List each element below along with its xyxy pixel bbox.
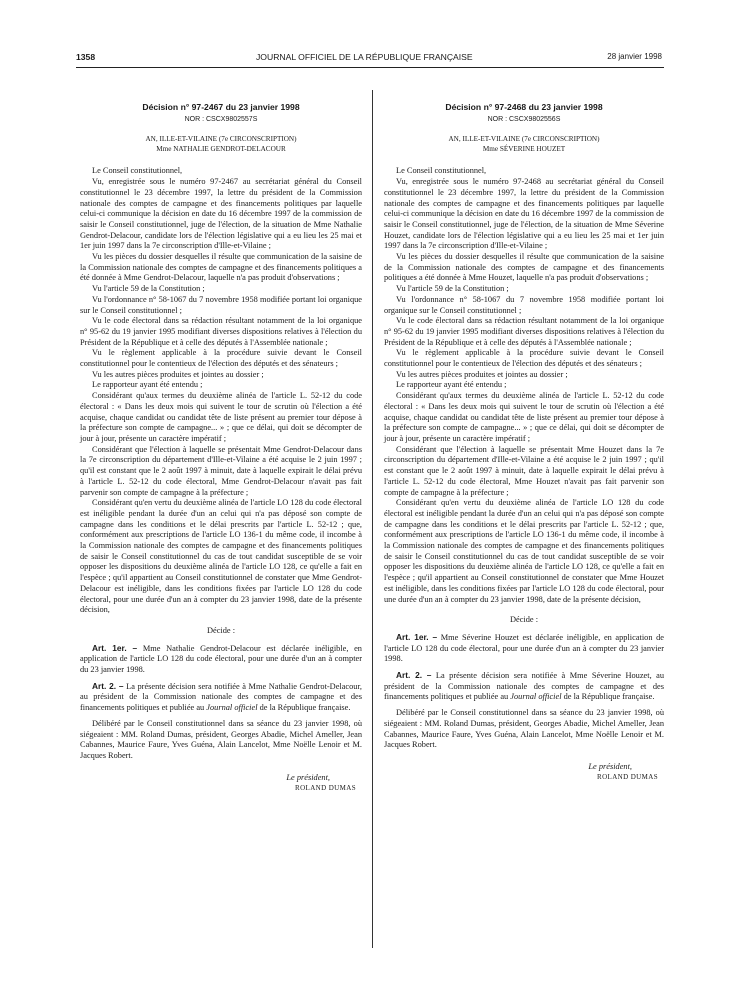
- paragraph: Considérant qu'en vertu du deuxième alinéa de l'article LO 128 du code électoral est inéligible pendant la durée d'un an celui qui n'a pas déposé son compte de campagne dans les conditions et le délai prescrits par l'article L. 52-12 ; que, conformément aux prescriptions de l'article LO 136-1 du même code, il incombe à la Commission nationale des comptes de campagne et des financements politiques de saisir le Conseil constitutionnel du cas de tout candidat susceptible de se voir opposer les dispositions du deuxième alinéa de l'article LO 128, ce qu'elle a fait en l'espèce ; qu'il appartient au Conseil constitutionnel de constater que Mme Houzet est inéligible, dans les conditions fixées par l'article LO 128 du code électoral, pour une durée d'un an à compter du 23 janvier 1998, date de la présente décision,: [384, 498, 664, 604]
- issue-date: 28 janvier 1998: [607, 52, 662, 61]
- nor-reference: NOR : CSCX9802556S: [487, 115, 561, 123]
- article-2-text: La présente décision sera notifiée à Mme Nathalie Gendrot-Delacour, au président de la Commission nationale des comptes de campagne et des financements politiques et publiée au: [80, 681, 362, 713]
- article-2-text: La présente décision sera notifiée à Mme Séverine Houzet, au président de la Commission nationale des comptes de campagne et des financements politiques et publiée au: [384, 671, 665, 702]
- article-2-text-end: de la République française.: [259, 703, 351, 713]
- decision-title: Décision n° 97-2467 du 23 janvier 1998: [142, 102, 300, 112]
- paragraph: Vu les pièces du dossier desquelles il résulte que communication de la saisine de la Commission nationale des comptes de campagne et des financements politiques a été donnée à Mme Houzet, laquelle n'a pas produit d'observations ;: [384, 252, 664, 283]
- deliberation: Délibéré par le Conseil constitutionnel dans sa séance du 23 janvier 1998, où siégeaient : MM. Roland Dumas, président, Georges Abadie, Michel Ameller, Jean Cabannes, Maurice Faure, Yves Guéna, Alain Lancelot, Mme Noëlle Lenoir et M. Jacques Robert.: [80, 718, 362, 760]
- decision-column-right: [384, 96, 664, 783]
- paragraph: Le rapporteur ayant été entendu ;: [92, 380, 203, 390]
- article-2-label: Art. 2. –: [396, 670, 432, 681]
- signature-title: Le président,: [588, 761, 632, 771]
- paragraph: Considérant qu'aux termes du deuxième alinéa de l'article L. 52-12 du code électoral : « Dans les deux mois qui suivent le tour de scrutin où l'élection a été acquise, chaque candidat ou candidat tête de liste présent au premier tour dépose à la préfecture son compte de campagne... » ; que ce délai, qui doit se décompter de jour à jour, présente un caractère impératif ;: [80, 391, 362, 443]
- article-1-label: Art. 1er. –: [396, 631, 438, 642]
- paragraph: Considérant qu'en vertu du deuxième alinéa de l'article LO 128 du code électoral est inéligible pendant la durée d'un an celui qui n'a pas déposé son compte de campagne dans les conditions et le délai prescrits par l'article L. 52-12 ; que, conformément aux prescriptions de l'article LO 136-1 du même code, il incombe à la Commission nationale des comptes de campagne et des financements politiques de saisir le Conseil constitutionnel du cas de tout candidat susceptible de se voir opposer les dispositions du deuxième alinéa de l'article LO 128, ce qu'elle a fait en l'espèce ; qu'il appartient au Conseil constitutionnel de constater que Mme Gendrot-Delacour est inéligible, dans les conditions fixées par l'article LO 128 du code électoral, pour une durée d'un an à compter du 23 janvier 1998, date de la présente décision,: [80, 498, 362, 615]
- article-1-label: Art. 1er. –: [92, 642, 138, 653]
- journal-title: JOURNAL OFFICIEL DE LA RÉPUBLIQUE FRANÇAISE: [256, 52, 473, 62]
- paragraph: Vu le code électoral dans sa rédaction résultant notamment de la loi organique n° 95-62 du 19 janvier 1995 modifiant diverses dispositions relatives à l'élection du Président de la République et à celle des députés à l'Assemblée nationale ;: [384, 316, 664, 347]
- constituency: AN, ILLE-ET-VILAINE (7e CIRCONSCRIPTION): [448, 135, 600, 144]
- decision-title: Décision n° 97-2468 du 23 janvier 1998: [445, 102, 603, 112]
- article-2: [384, 670, 664, 703]
- paragraph: Vu l'article 59 de la Constitution ;: [396, 284, 509, 294]
- journal-officiel-ref: Journal officiel: [206, 703, 258, 713]
- decision-column-left: [80, 96, 362, 794]
- paragraph: Vu l'article 59 de la Constitution ;: [92, 284, 205, 294]
- article-2-label: Art. 2. –: [92, 680, 124, 691]
- signature-name: ROLAND DUMAS: [295, 783, 356, 792]
- page-number: 1358: [76, 52, 96, 62]
- candidate-name: Mme NATHALIE GENDROT-DELACOUR: [156, 145, 286, 154]
- paragraph: Considérant qu'aux termes du deuxième alinéa de l'article L. 52-12 du code électoral : « Dans les deux mois qui suivent le tour de scrutin où l'élection a été acquise, chaque candidat ou candidat tête de liste présent au premier tour dépose à la préfecture son compte de campagne... » ; que ce délai, qui doit se décompter de jour à jour, présente un caractère impératif ;: [384, 391, 664, 443]
- paragraph: Vu les autres pièces produites et jointes au dossier ;: [396, 369, 568, 379]
- paragraph: Considérant que l'élection à laquelle se présentait Mme Gendrot-Delacour dans la 7e circonscription du département d'Ille-et-Vilaine a été acquise le 2 juin 1997 ; qu'il est constant que le 2 août 1997 à minuit, date à laquelle expirait le délai prévu à l'article L. 52-12 du code électoral, Mme Gendrot-Delacour n'avait pas fait parvenir son compte de campagne à la préfecture ;: [80, 444, 362, 497]
- paragraph: Vu, enregistrée sous le numéro 97-2467 au secrétariat général du Conseil constitutionnel le 23 décembre 1997, la lettre du président de la Commission nationale des comptes de campagne et des financements politiques par laquelle celui-ci communique la décision en date du 16 décembre 1997 de la commission de saisir le Conseil constitutionnel, juge de l'élection, de la situation de Mme Nathalie Gendrot-Delacour, candidate lors de l'élection législative qui a eu lieu les 25 mai et 1er juin 1997 dans la 7e circonscription d'Ille-et-Vilaine ;: [80, 177, 362, 251]
- journal-officiel-ref: Journal officiel: [510, 692, 562, 702]
- paragraph: Vu, enregistrée sous le numéro 97-2468 au secrétariat général du Conseil constitutionnel le 23 décembre 1997, la lettre du président de la Commission nationale des comptes de campagne et des financements politiques par laquelle celui-ci communique la décision en date du 16 décembre 1997 de la commission de saisir le Conseil constitutionnel, juge de l'élection, de la situation de Mme Séverine Houzet, candidate lors de l'élection législative qui a eu lieu les 25 mai et 1er juin 1997 dans la 7e circonscription d'Ille-et-Vilaine ;: [384, 177, 664, 251]
- header-rule: [76, 67, 664, 68]
- paragraph: Vu le règlement applicable à la procédure suivie devant le Conseil constitutionnel pour le contentieux de l'élection des députés et des sénateurs ;: [80, 348, 362, 369]
- column-divider: [372, 90, 373, 948]
- signature: [384, 761, 664, 783]
- article-1: [80, 643, 362, 676]
- paragraph: Le Conseil constitutionnel,: [396, 166, 487, 176]
- candidate-name: Mme SÉVERINE HOUZET: [482, 145, 566, 154]
- paragraph: Considérant que l'élection à laquelle se présentait Mme Houzet dans la 7e circonscription du département d'Ille-et-Vilaine a été acquise le 2 juin 1997 ; qu'il est constant que le 2 août 1997 à minuit, date à laquelle expirait le délai prévu à l'article L. 52-12 du code électoral, Mme Houzet n'avait pas fait parvenir son compte de campagne à la préfecture ;: [384, 444, 664, 497]
- paragraph: Vu l'ordonnance n° 58-1067 du 7 novembre 1958 modifiée portant loi organique sur le Conseil constitutionnel ;: [384, 294, 664, 315]
- article-1: [384, 632, 664, 665]
- signature-name: ROLAND DUMAS: [597, 772, 658, 781]
- paragraph: Le rapporteur ayant été entendu ;: [396, 380, 507, 390]
- nor-reference: NOR : CSCX9802557S: [184, 115, 258, 123]
- decide-heading: Décide :: [206, 625, 236, 635]
- article-2: [80, 681, 362, 714]
- paragraph: Le Conseil constitutionnel,: [92, 166, 183, 176]
- signature: [80, 772, 362, 794]
- constituency: AN, ILLE-ET-VILAINE (7e CIRCONSCRIPTION): [145, 135, 297, 144]
- paragraph: Vu les autres pièces produites et jointes au dossier ;: [92, 369, 264, 379]
- paragraph: Vu l'ordonnance n° 58-1067 du 7 novembre 1958 modifiée portant loi organique sur le Conseil constitutionnel ;: [80, 294, 362, 315]
- signature-title: Le président,: [286, 772, 330, 782]
- paragraph: Vu le règlement applicable à la procédure suivie devant le Conseil constitutionnel pour le contentieux de l'élection des députés et des sénateurs ;: [384, 348, 664, 369]
- article-1-text: Mme Séverine Houzet est déclarée inéligible, en application de l'article LO 128 du code électoral, pour une durée d'un an à compter du 23 janvier 1998.: [384, 632, 664, 664]
- paragraph: Vu les pièces du dossier desquelles il résulte que communication de la saisine de la Commission nationale des comptes de campagne et des financements politiques a été donnée à Mme Gendrot-Delacour, laquelle n'a pas produit d'observations ;: [80, 252, 362, 283]
- article-2-text-end: de la République française.: [563, 692, 655, 702]
- deliberation: Délibéré par le Conseil constitutionnel dans sa séance du 23 janvier 1998, où siégeaient : MM. Roland Dumas, président, Georges Abadie, Michel Ameller, Jean Cabannes, Maurice Faure, Yves Guéna, Alain Lancelot, Mme Noëlle Lenoir et M. Jacques Robert.: [384, 708, 664, 750]
- paragraph: Vu le code électoral dans sa rédaction résultant notamment de la loi organique n° 95-62 du 19 janvier 1995 modifiant diverses dispositions relatives à l'élection du Président de la République et à celle des députés à l'Assemblée nationale ;: [80, 316, 362, 347]
- decide-heading: Décide :: [509, 615, 539, 625]
- page-header: [76, 50, 662, 66]
- article-1-text: Mme Nathalie Gendrot-Delacour est déclarée inéligible, en application de l'article LO 128 du code électoral, pour une durée d'un an à compter du 23 janvier 1998.: [80, 643, 362, 675]
